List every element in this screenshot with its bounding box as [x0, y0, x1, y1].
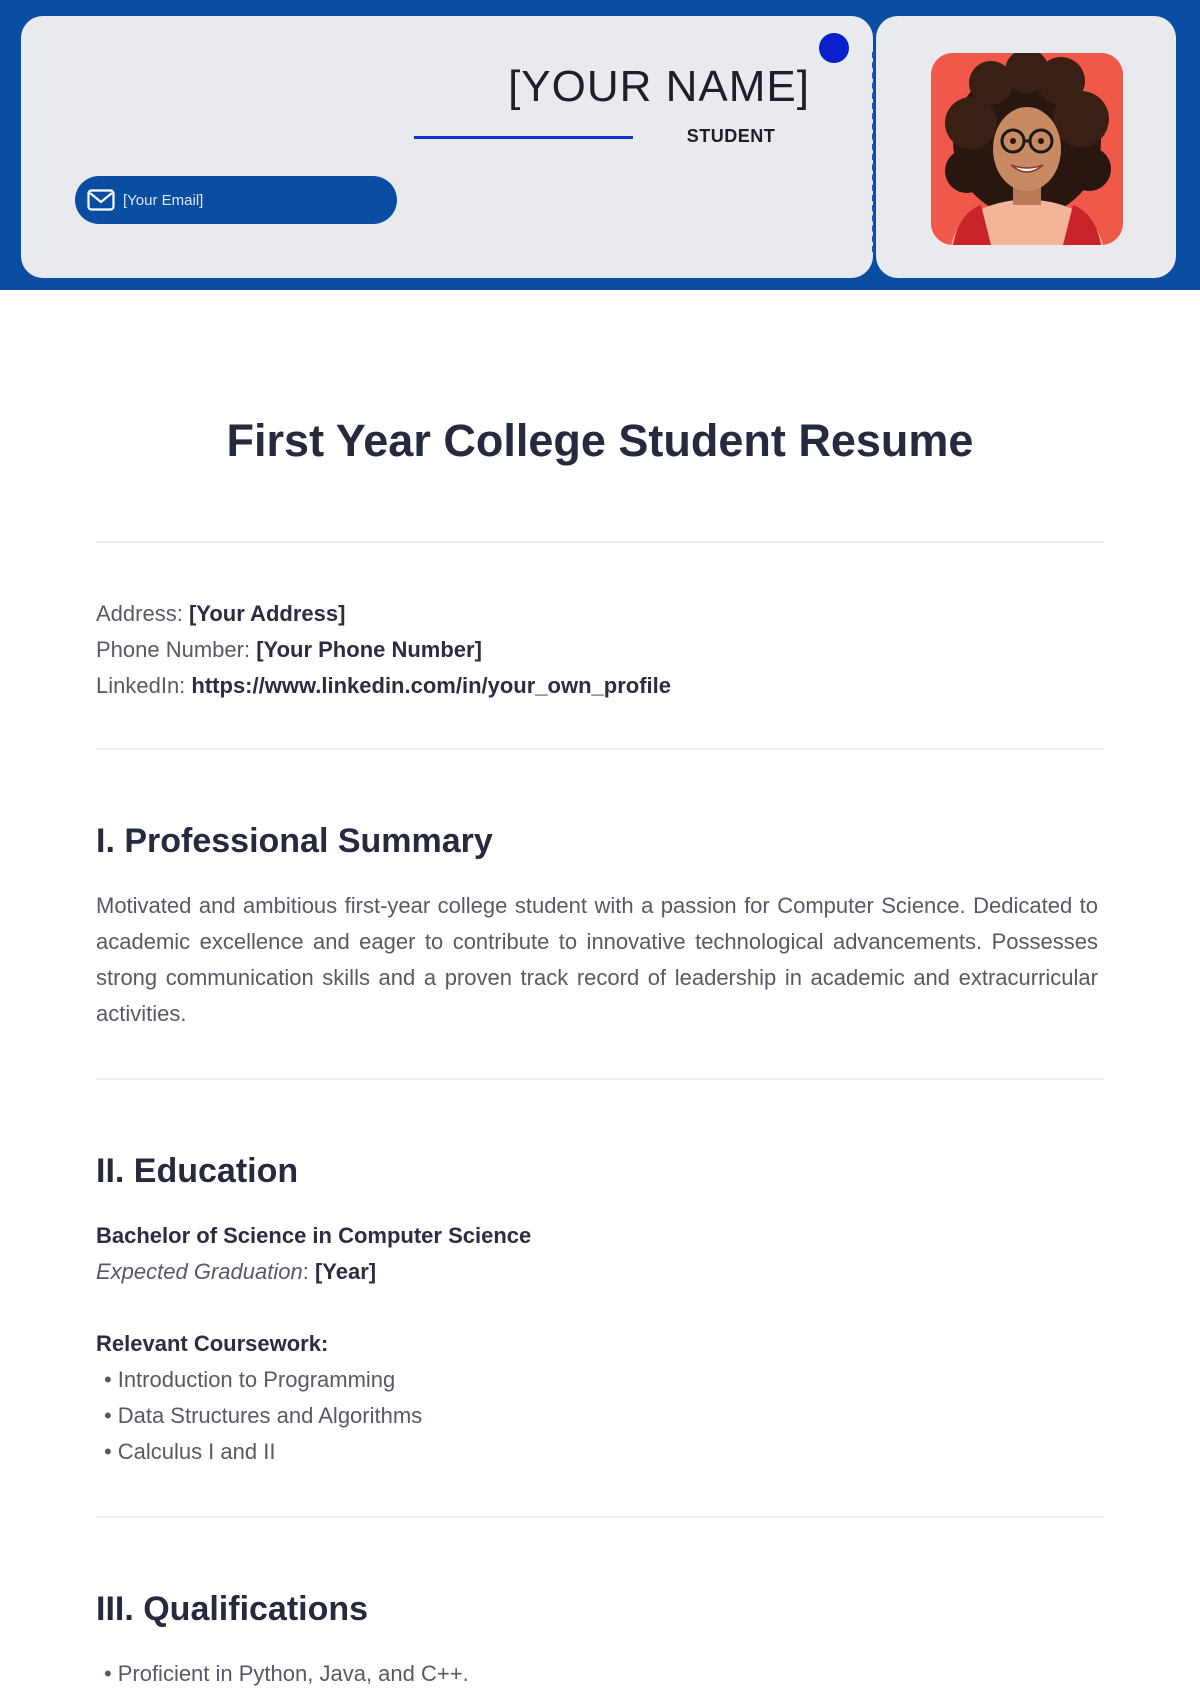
phone-value: [Your Phone Number]	[256, 637, 482, 662]
degree-name: Bachelor of Science in Computer Science	[96, 1223, 532, 1248]
linkedin-link[interactable]: https://www.linkedin.com/in/your_own_profile	[191, 673, 671, 698]
role-label: STUDENT	[686, 126, 776, 146]
summary-text: Motivated and ambitious first-year college student with a passion for Computer Science. Dedicated to academic excellence and eager to contribute to innovative technological advancements. Possesses strong communication skills and a proven track record of leadership in academic and extracurricular activities.	[96, 893, 1098, 1026]
document-title: First Year College Student Resume	[226, 415, 974, 466]
education-heading: II. Education	[96, 1152, 299, 1190]
qualifications-list	[96, 1656, 1096, 1692]
address-row	[96, 596, 1104, 632]
name-heading: [YOUR NAME]	[508, 62, 810, 111]
qualifications-heading: III. Qualifications	[96, 1590, 369, 1628]
divider	[96, 1078, 1104, 1080]
list-item: • Calculus I and II	[96, 1434, 1096, 1470]
profile-photo	[931, 53, 1123, 245]
divider	[96, 1516, 1104, 1518]
decorative-dot	[819, 33, 849, 63]
coursework-list	[96, 1362, 1096, 1470]
list-item: • Proficient in Python, Java, and C++.	[96, 1656, 1096, 1692]
list-item: • Data Structures and Algorithms	[96, 1398, 1096, 1434]
phone-label: Phone Number:	[96, 637, 251, 662]
divider	[96, 541, 1104, 543]
coursework-label: Relevant Coursework:	[96, 1331, 329, 1356]
address-label: Address:	[96, 601, 183, 626]
header-band	[0, 0, 1200, 290]
contact-block	[96, 596, 1104, 704]
linkedin-row	[96, 668, 1104, 704]
education-block	[96, 1218, 1096, 1470]
divider	[96, 748, 1104, 750]
linkedin-label: LinkedIn:	[96, 673, 186, 698]
graduation-label: Expected Graduation	[96, 1259, 303, 1284]
name-card	[21, 16, 873, 278]
summary-heading: I. Professional Summary	[96, 822, 493, 860]
list-item: • Introduction to Programming	[96, 1362, 1096, 1398]
dashed-divider	[872, 52, 874, 252]
graduation-row: Expected Graduation: [Year]	[96, 1259, 377, 1284]
name-underline	[414, 136, 633, 139]
phone-row	[96, 632, 1104, 668]
mail-icon	[87, 189, 115, 211]
email-pill[interactable]	[75, 176, 397, 224]
graduation-value: [Year]	[314, 1259, 377, 1284]
email-text: [Your Email]	[123, 191, 204, 209]
address-value: [Your Address]	[188, 601, 346, 626]
